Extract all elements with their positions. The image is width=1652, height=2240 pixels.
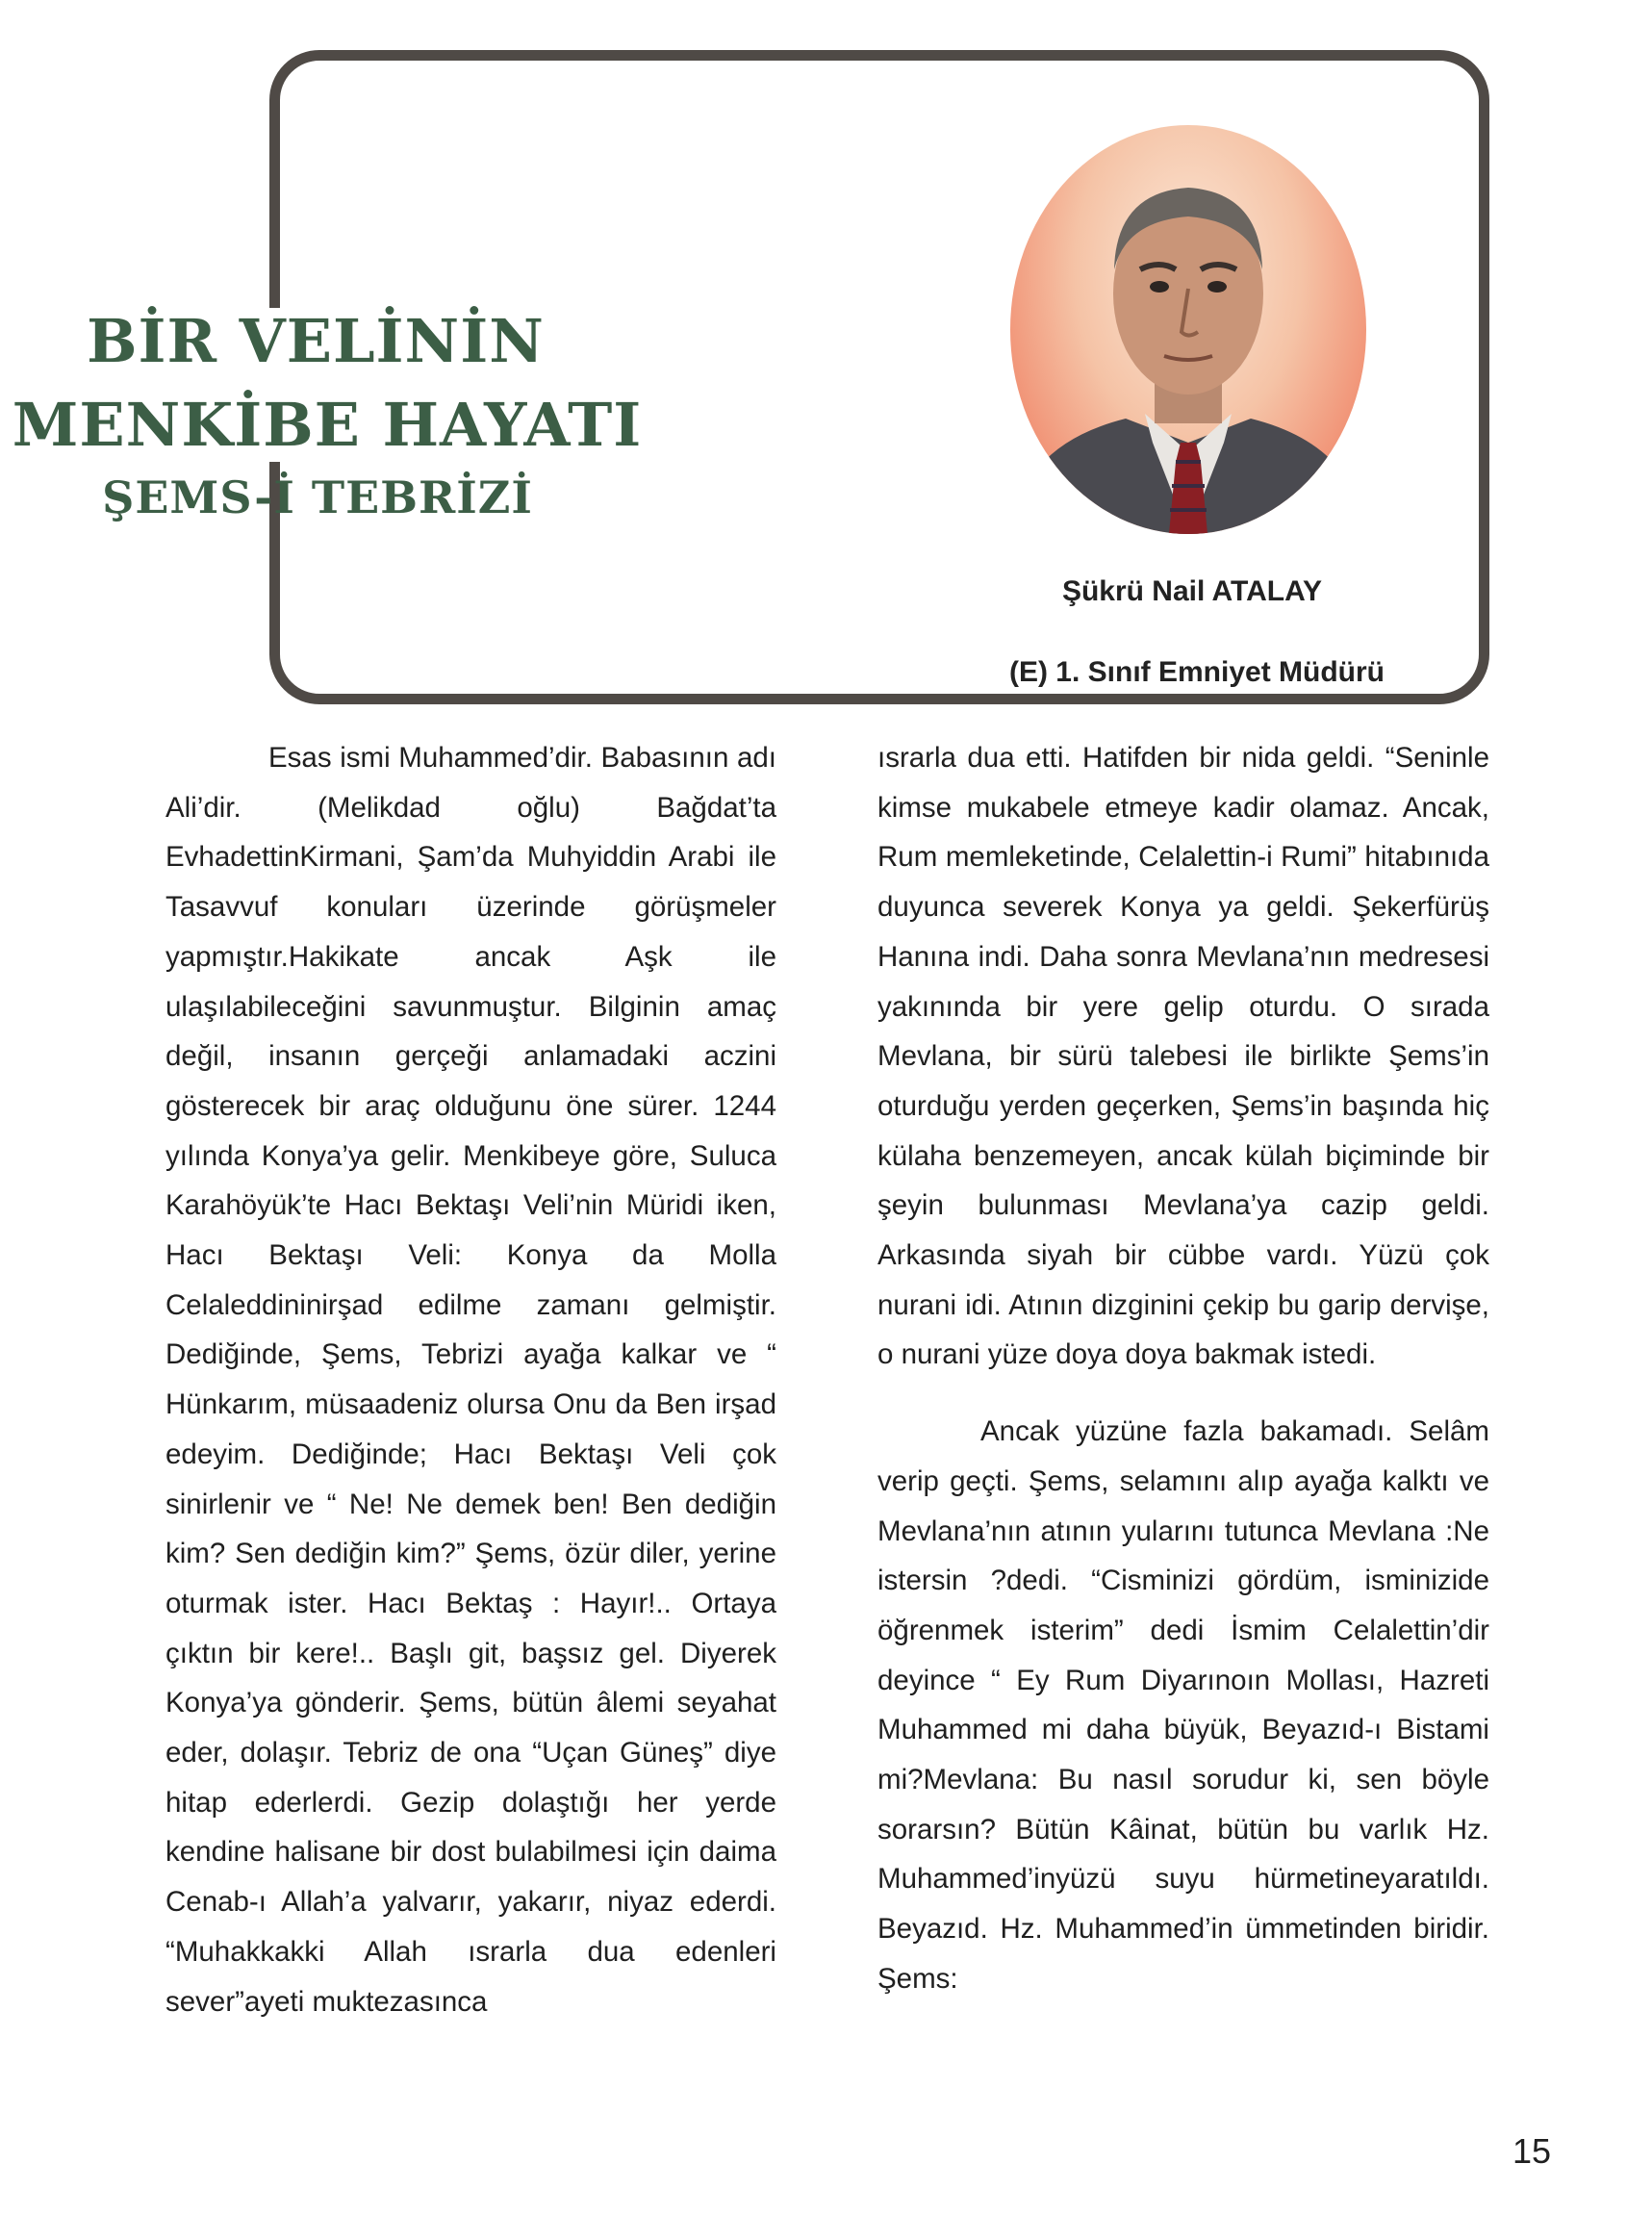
- article-title-line2: MENKİBE HAYATI: [12, 390, 643, 460]
- right-paragraph-1: ısrarla dua etti. Hatifden bir nida geldi. “Seninle kimse mukabele etmeye kadir olamaz. Ancak, Rum memleketinde, Celalettin-i Rumi” hitabınıda duyunca severek Konya ya geldi. Şekerfürüş Hanına indi. Daha sonra Mevlana’nın medresesi yakınında bir yere gelip oturdu. O sırada Mevlana, bir sürü talebesi ile birlikte Şems’in oturduğu yerden geçerken, Şems’in başında hiç külaha benzemeyen, ancak külah biçiminde bir şeyin bulunması Mevlana’ya cazip geldi. Arkasında siyah bir cübbe vardı. Yüzü çok nurani idi. Atının dizginini çekip bu garip dervişe, o nurani yüze doya doya bakmak istedi.: [877, 742, 1489, 1371]
- author-portrait: [1010, 125, 1366, 534]
- author-title: (E) 1. Sınıf Emniyet Müdürü: [1008, 656, 1385, 688]
- person-icon: [1010, 125, 1366, 534]
- left-column: [165, 733, 776, 2026]
- left-paragraph: Esas ismi Muhammed’dir. Babasının adı Ali’dir. (Melikdad oğlu) Bağdat’ta EvhadettinKirmani, Şam’da Muhyiddin Arabi ile Tasavvuf konuları üzerinde görüşmeler yapmıştır.Hakikate ancak Aşk ile ulaşılabileceğini savunmuştur. Bilginin amaç değil, insanın gerçeği anlamadaki aczini gösterecek bir araç olduğunu öne sürer. 1244 yılında Konya’ya gelir. Menkibeye göre, Suluca Karahöyük’te Hacı Bektaşı Veli’nin Müridi iken, Hacı Bektaşı Veli: Konya da Molla Celaleddininirşad edilme zamanı gelmiştir. Dediğinde, Şems, Tebrizi ayağa kalkar ve “ Hünkarım, müsaadeniz olursa Onu da Ben irşad edeyim. Dediğinde; Hacı Bektaşı Veli çok sinirlenir ve “ Ne! Ne demek ben! Ben dediğin kim? Sen dediğin kim?” Şems, özür diler, yerine oturmak ister. Hacı Bektaş : Hayır!.. Ortaya çıktın bir kere!.. Başlı git, başsız gel. Diyerek Konya’ya gönderir. Şems, bütün âlemi seyahat eder, dolaşır. Tebriz de ona “Uçan Güneş” diye hitap ederlerdi. Gezip dolaştığı her yerde kendine halisane bir dost bulabilmesi için daima Cenab-ı Allah’a yalvarır, yakarır, niyaz ederdi. “Muhakkakki Allah ısrarla dua edenleri sever”ayeti muktezasınca: [165, 742, 776, 2018]
- right-column: [877, 733, 1489, 2004]
- page-number: 15: [1512, 2131, 1551, 2171]
- article-subtitle: ŞEMS-İ TEBRİZİ: [102, 471, 533, 523]
- right-paragraph-2: Ancak yüzüne fazla bakamadı. Selâm verip geçti. Şems, selamını alıp ayağa kalktı ve Mevlana’nın atının yularını tutunca Mevlana :Ne istersin ?dedi. “Cisminizi gördüm, isminizide öğrenmek isterim” dedi İsmim Celalettin’dir deyince “ Ey Rum Diyarınoın Mollası, Hazreti Muhammed mi daha büyük, Beyazıd-ı Bistami mi?Mevlana: Bu nasıl sorudur ki, sen böyle sorarsın? Bütün Kâinat, bütün bu varlık Hz. Muhammed’inyüzü suyu hürmetineyaratıldı. Beyazıd. Hz. Muhammed’in ümmetinden biridir. Şems:: [877, 1415, 1489, 1995]
- article-title-line1: BİR VELİNİN: [87, 306, 545, 376]
- author-name: Şükrü Nail ATALAY: [1061, 575, 1322, 607]
